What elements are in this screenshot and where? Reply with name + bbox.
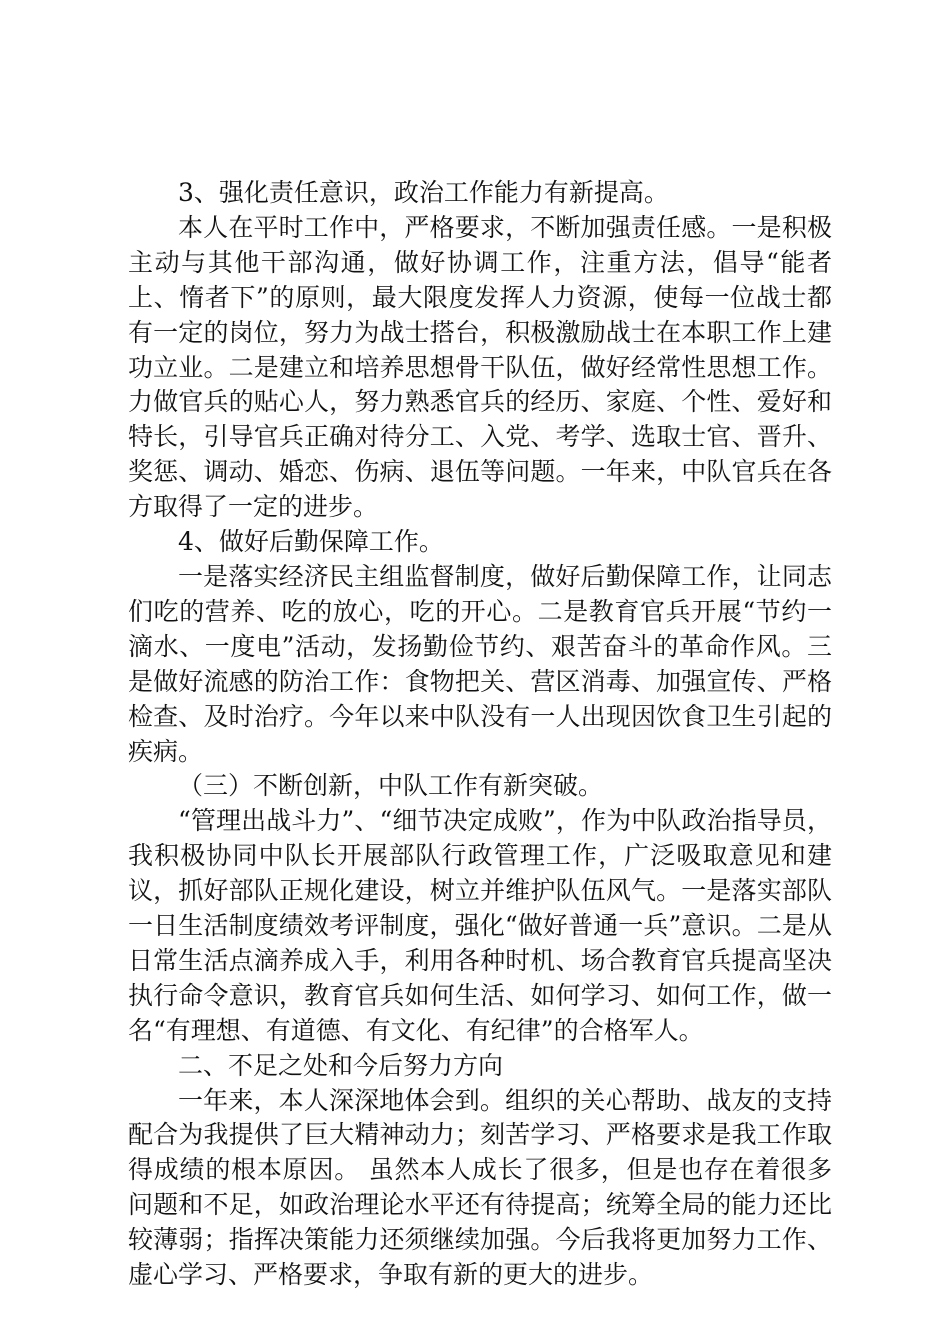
document-body (128, 176, 832, 1293)
subsection-heading-4: 4、做好后勤保障工作。 (178, 527, 444, 557)
section-heading-2: 二、不足之处和今后努力方向 (178, 1050, 504, 1080)
body-paragraph: 本人在平时工作中，严格要求，不断加强责任感。一是积极主动与其他干部沟通，做好协调工作，注重方法，倡导“能者上、惰者下”的原则，最大限度发挥人力资源，使每一位战士都有一定的岗位，努力为战士搭台，积极激励战士在本职工作上建功立业。二是建立和培养思想骨干队伍，做好经常性思想工作。力做官兵的贴心人，努力熟悉官兵的经历、家庭、个性、爱好和特长，引导官兵正确对待分工、入党、考学、选取士官、晋升、奖惩、调动、婚恋、伤病、退伍等问题。一年来，中队官兵在各方取得了一定的进步。 (128, 212, 832, 522)
subsection-heading-3: 3、强化责任意识，政治工作能力有新提高。 (178, 178, 669, 207)
body-paragraph: “管理出战斗力”、“细节决定成败”，作为中队政治指导员，我积极协同中队长开展部队行政管理工作，广泛吸取意见和建议，抓好部队正规化建设，树立并维护队伍风气。一是落实部队一日生活制度绩效考评制度，强化“做好普通一兵”意识。二是从日常生活点滴养成入手，利用各种时机、场合教育官兵提高坚决执行命令意识，教育官兵如何生活、如何学习、如何工作，做一名“有理想、有道德、有文化、有纪律”的合格军人。 (128, 806, 832, 1045)
body-paragraph: 一年来，本人深深地体会到。组织的关心帮助、战友的支持配合为我提供了巨大精神动力；刻苦学习、严格要求是我工作取得成绩的根本原因。 虽然本人成长了很多，但是也存在着很多问题和不足，如政治理论水平还有待提高；统筹全局的能力还比较薄弱；指挥决策能力还须继续加强。今后我将更加努力工作、虚心学习、严格要求，争取有新的更大的进步。 (128, 1085, 832, 1290)
body-paragraph: 一是落实经济民主组监督制度，做好后勤保障工作，让同志们吃的营养、吃的放心，吃的开心。二是教育官兵开展“节约一滴水、一度电”活动，发扬勤俭节约、艰苦奋斗的革命作风。三是做好流感的防治工作：食物把关、营区消毒、加强宣传、严格检查、及时治疗。今年以来中队没有一人出现因饮食卫生引起的疾病。 (128, 561, 832, 766)
section-heading-3: （三）不断创新，中队工作有新突破。 (178, 771, 604, 801)
